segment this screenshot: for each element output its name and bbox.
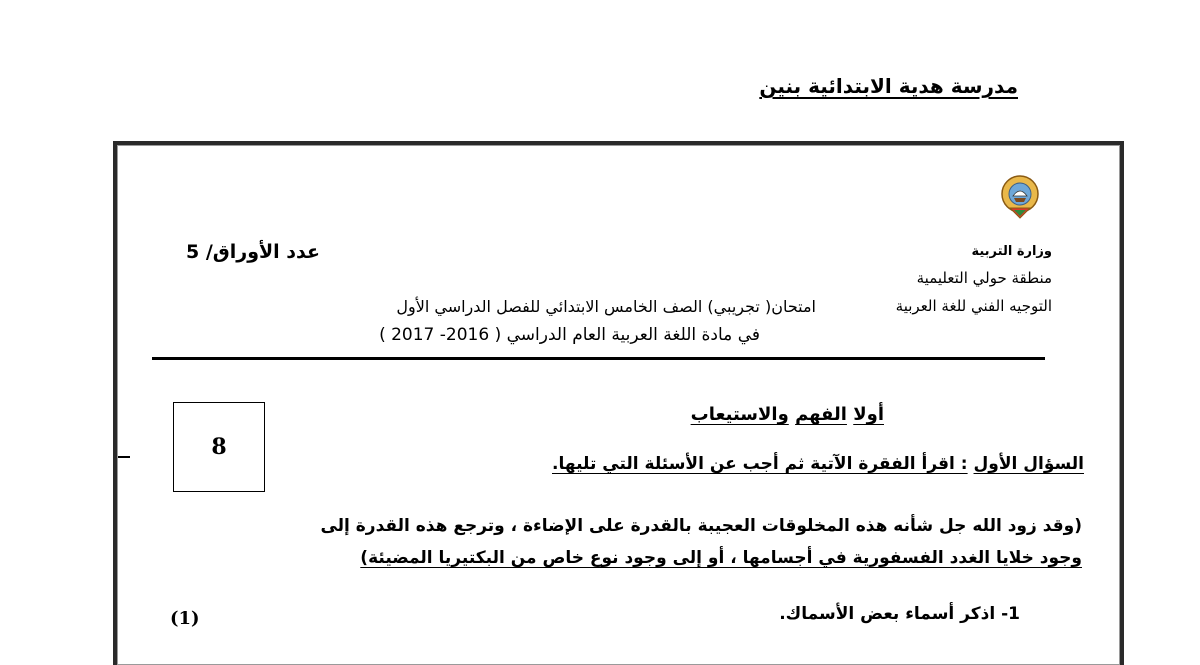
section-word-2: الفهم bbox=[795, 404, 847, 425]
school-title: مدرسة هدية الابتدائية بنين bbox=[759, 74, 1018, 98]
question-item-text: اذكر أسماء بعض الأسماك. bbox=[779, 604, 996, 624]
education-district: منطقة حولي التعليمية bbox=[916, 269, 1052, 287]
question-item-number: 1- bbox=[1001, 604, 1020, 624]
kuwait-emblem-icon bbox=[996, 172, 1044, 220]
exam-title: امتحان( تجريبي) الصف الخامس الابتدائي للفصل الدراسي الأول bbox=[396, 297, 816, 316]
header-divider bbox=[152, 357, 1045, 360]
section-word-3: والاستيعاب bbox=[690, 404, 789, 425]
question-item-mark: (1) bbox=[170, 608, 200, 629]
ministry-name: وزارة التربية bbox=[971, 244, 1052, 259]
question-1-text: : اقرأ الفقرة الآتية ثم أجب عن الأسئلة التي تليها. bbox=[552, 454, 968, 474]
score-box: 8 bbox=[173, 402, 265, 492]
section-heading bbox=[691, 404, 884, 425]
technical-guidance: التوجيه الفني للغة العربية bbox=[895, 297, 1052, 315]
paragraph-line-2 bbox=[360, 548, 1082, 568]
pages-count: عدد الأوراق/ 5 bbox=[185, 241, 320, 263]
section-word-1: أولا bbox=[853, 404, 884, 425]
question-1 bbox=[552, 454, 1084, 474]
question-item bbox=[779, 604, 1020, 624]
margin-tick bbox=[118, 456, 130, 458]
exam-subject-year: في مادة اللغة العربية العام الدراسي ( 2016- 2017 ) bbox=[379, 325, 760, 345]
paragraph-line-1: (وقد زود الله جل شأنه هذه المخلوقات العجيبة بالقدرة على الإضاءة ، وترجع هذه القدرة إلى bbox=[320, 516, 1082, 536]
paragraph-line-2-text: وجود خلايا الغدد الفسفورية في أجسامها ، أو إلى وجود نوع خاص من البكتيريا المضيئة) bbox=[360, 548, 1082, 568]
question-1-label: السؤال الأول bbox=[973, 454, 1084, 474]
